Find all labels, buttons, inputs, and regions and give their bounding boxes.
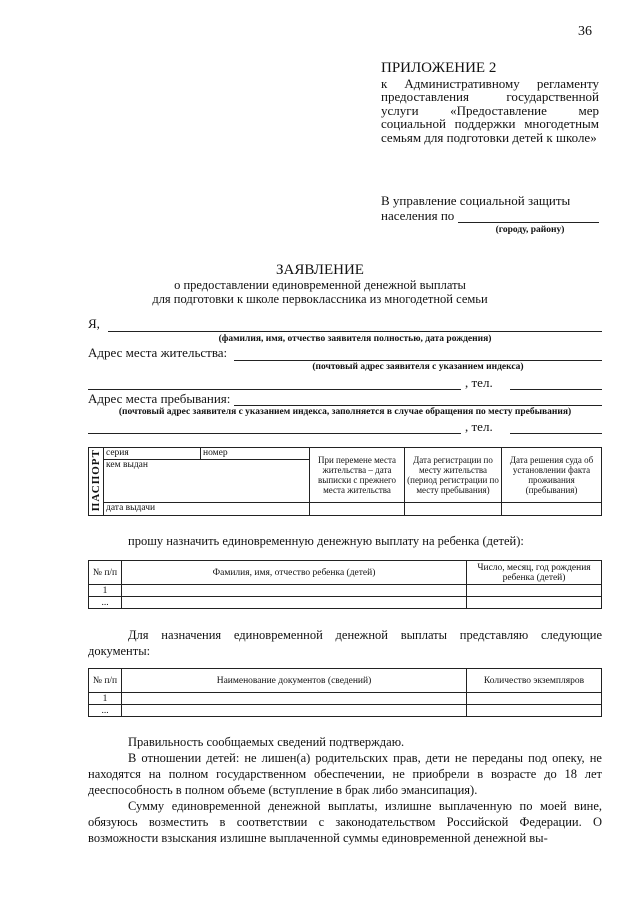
request-line: прошу назначить единовременную денежную выплату на ребенка (детей):: [128, 534, 524, 548]
child-dob-cell[interactable]: [467, 597, 602, 609]
table-row: [89, 585, 602, 597]
district-hint: (городу, району): [495, 225, 565, 235]
series-label: серия: [106, 448, 129, 458]
children-col-dob: Число, месяц, год рождения ребенка (детей): [467, 561, 602, 585]
child-name-cell[interactable]: [122, 597, 467, 609]
docs-col-name: Наименование документов (сведений): [122, 669, 467, 693]
residence-label: Адрес места жительства:: [88, 345, 228, 360]
paragraph-confirm: Правильность сообщаемых сведений подтверждаю.: [128, 735, 405, 749]
stay-label: Адрес места пребывания:: [88, 391, 231, 406]
appendix-block: [381, 62, 599, 144]
paragraph-children: В отношении детей: не лишен(а) родительских прав, дети не переданы под опеку, не находятся на полном государственном обеспечении, не приобрели в возрасте до 18 лет дееспособность в полном объеме (вступление в брак либо эмансипация).: [88, 751, 602, 797]
row-number: ...: [89, 597, 122, 609]
title-sub1: о предоставлении единовременной денежной выплаты: [174, 278, 466, 292]
paragraph-refund: Сумму единовременной денежной выплаты, излишне выплаченную по моей вине, обязуюсь возместить в соответствии с законодательством Российской Федерации. О возможности взыскания излишне выплаченной суммы единовременной денежной вы-: [88, 799, 602, 845]
tel-field-2[interactable]: [510, 433, 602, 434]
stay-hint: (почтовый адрес заявителя с указанием индекса, заполняется в случае обращения по месту пребывания): [118, 407, 572, 417]
children-table: [88, 560, 602, 609]
residence-field-2[interactable]: [88, 389, 461, 390]
col-reg-header: Дата регистрации по месту жительства (период регистрации по месту пребывания): [405, 448, 502, 503]
name-field[interactable]: [108, 331, 602, 332]
row-number: ...: [89, 705, 122, 717]
i-label: Я,: [88, 316, 100, 331]
document-title: ЗАЯВЛЕНИЕ: [276, 262, 364, 278]
residence-hint: (почтовый адрес заявителя с указанием индекса): [312, 362, 524, 372]
doc-count-cell[interactable]: [467, 705, 602, 717]
passport-side-label: ПАСПОРТ: [90, 448, 102, 512]
child-dob-cell[interactable]: [467, 585, 602, 597]
children-col-name: Фамилия, имя, отчество ребенка (детей): [122, 561, 467, 585]
addressee-line1: В управление социальной защиты: [381, 193, 571, 208]
col-change-header: При перемене места жительства – дата выписки с прежнего места жительства: [310, 448, 405, 503]
issued-by-label: кем выдан: [106, 460, 148, 471]
stay-field-2[interactable]: [88, 433, 461, 434]
appendix-heading: ПРИЛОЖЕНИЕ 2: [381, 60, 497, 76]
documents-table: [88, 668, 602, 717]
row-number: 1: [89, 585, 122, 597]
passport-side-cell: [89, 448, 104, 516]
appendix-text: к Административному регламенту предоставления государственной услуги «Предоставление мер социальной поддержки многодетным семьям для подготовки детей к школе»: [381, 75, 599, 145]
row-number: 1: [89, 693, 122, 705]
series-cell[interactable]: [104, 448, 201, 460]
documents-intro: Для назначения единовременной денежной выплаты представляю следующие документы:: [88, 628, 602, 658]
stay-field[interactable]: [234, 405, 602, 406]
table-row: [89, 705, 602, 717]
col-court-value[interactable]: [502, 502, 602, 515]
docs-col-count: Количество экземпляров: [467, 669, 602, 693]
child-name-cell[interactable]: [122, 585, 467, 597]
col-court-header: Дата решения суда об установлении факта проживания (пребывания): [502, 448, 602, 503]
residence-field[interactable]: [234, 360, 602, 361]
col-change-value[interactable]: [310, 502, 405, 515]
district-field[interactable]: [458, 208, 599, 223]
tel-label: , тел.: [465, 375, 493, 390]
doc-count-cell[interactable]: [467, 693, 602, 705]
number-cell[interactable]: [201, 448, 310, 460]
addressee-line2: населения по: [381, 208, 455, 223]
passport-table: [88, 447, 602, 516]
issue-date-label: дата выдачи: [106, 502, 156, 513]
table-row: [89, 597, 602, 609]
page-number: 36: [578, 24, 592, 39]
issue-date-cell[interactable]: [104, 502, 310, 515]
issued-by-cell[interactable]: [104, 460, 310, 503]
col-reg-value[interactable]: [405, 502, 502, 515]
tel-label-2: , тел.: [465, 419, 493, 434]
table-row: [89, 693, 602, 705]
name-hint: (фамилия, имя, отчество заявителя полностью, дата рождения): [218, 334, 492, 344]
number-label: номер: [203, 448, 228, 458]
addressee-block: [381, 193, 599, 238]
doc-name-cell[interactable]: [122, 705, 467, 717]
tel-field[interactable]: [510, 389, 602, 390]
title-sub2: для подготовки к школе первоклассника из многодетной семьи: [152, 292, 488, 306]
children-col-num: № п/п: [89, 561, 122, 585]
docs-col-num: № п/п: [89, 669, 122, 693]
doc-name-cell[interactable]: [122, 693, 467, 705]
